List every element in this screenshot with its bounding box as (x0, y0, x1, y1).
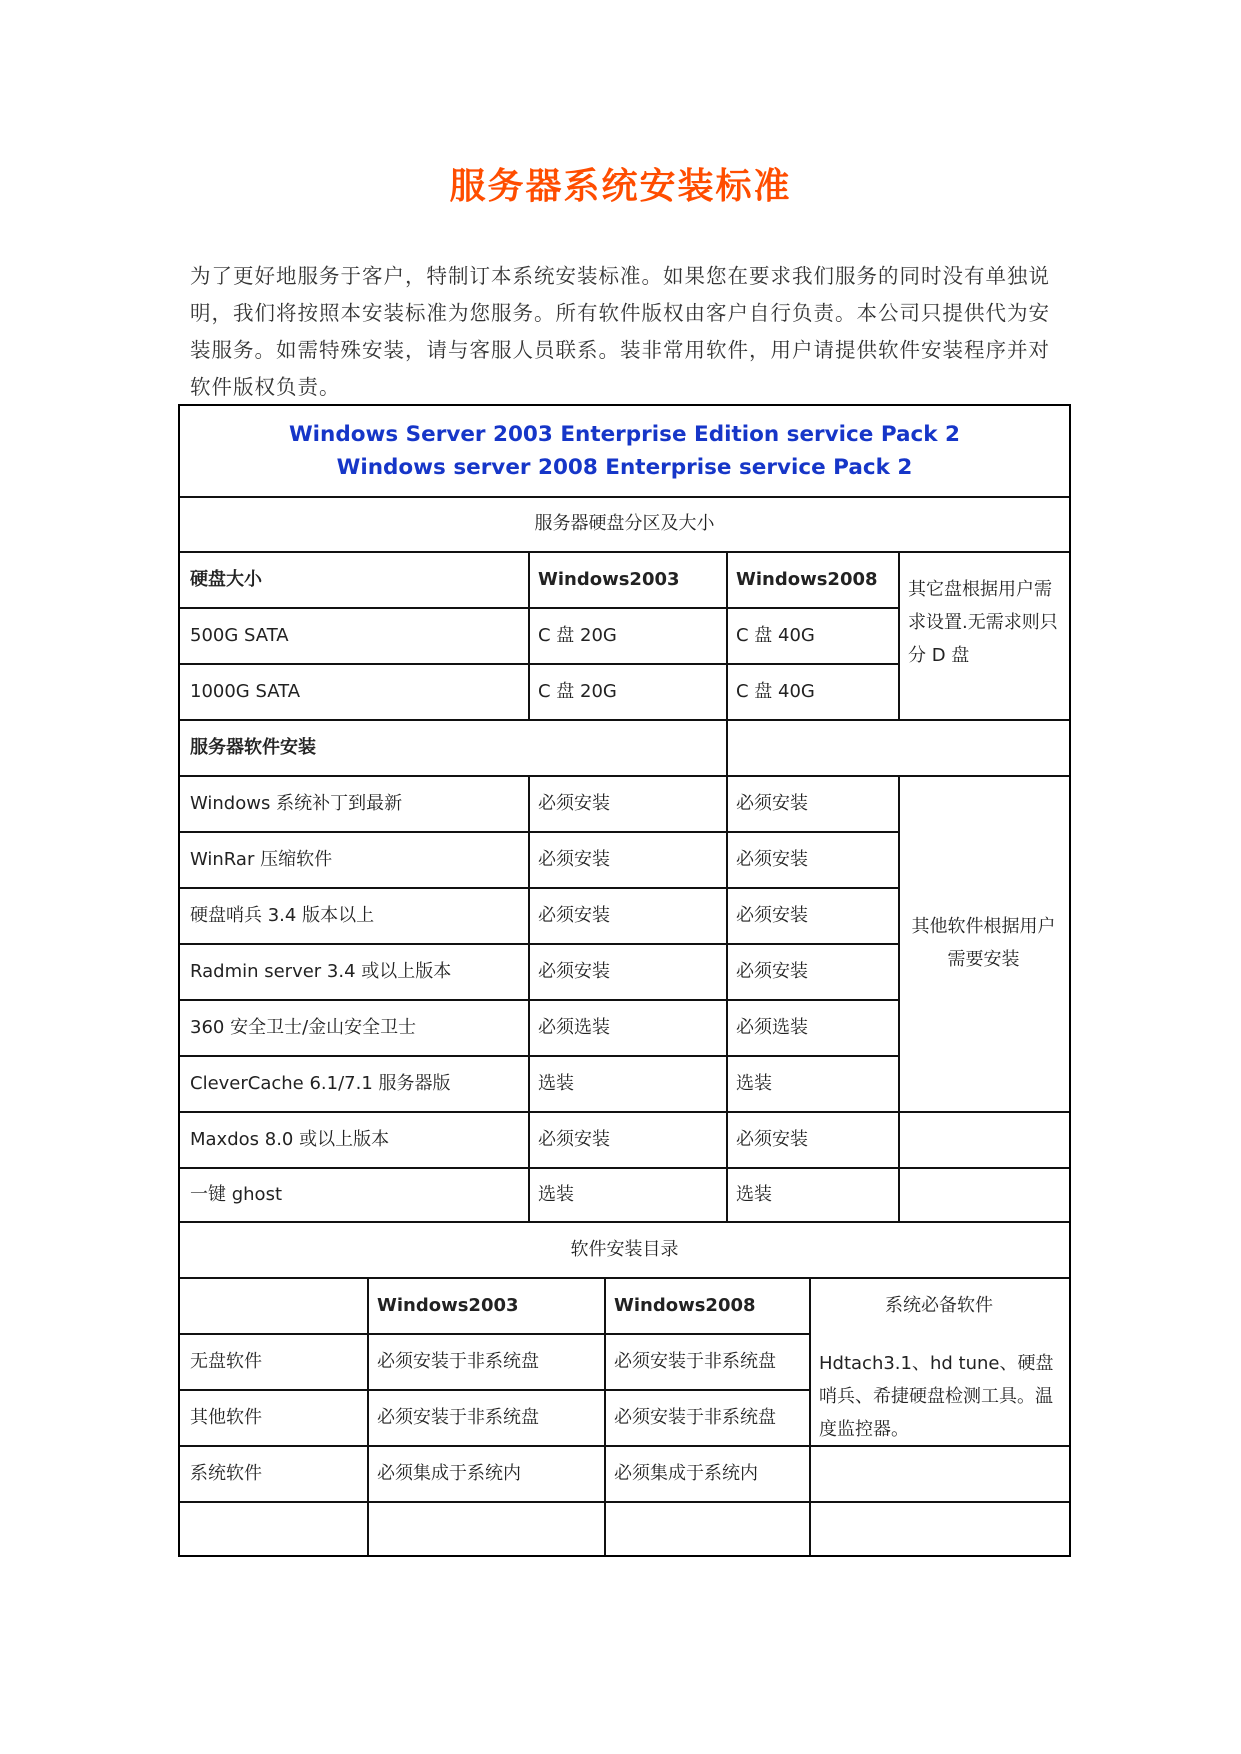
directory-col-w2003: Windows2003 (377, 1294, 519, 1316)
partition-heading: 服务器硬盘分区及大小 (534, 513, 715, 534)
directory-row-name: 系统软件 (190, 1462, 262, 1484)
software-row-w2003: 必须安装 (538, 792, 610, 814)
directory-row-w2008: 必须安装于非系统盘 (614, 1406, 776, 1428)
software-row-w2008: 必须安装 (736, 960, 808, 982)
software-row-name: 360 安全卫士/金山安全卫士 (190, 1016, 417, 1038)
intro-paragraph: 为了更好地服务于客户，特制订本系统安装标准。如果您在要求我们服务的同时没有单独说明，我们将按照本安装标准为您服务。所有软件版权由客户自行负责。本公司只提供代为安装服务。如需特殊安装，请与客服人员联系。装非常用软件，用户请提供软件安装程序并对软件版权负责。 (190, 264, 1050, 399)
software-row-w2003: 选装 (538, 1072, 574, 1094)
table-os-header (180, 406, 1069, 496)
software-row-w2008: 必须安装 (736, 904, 808, 926)
install-standard-table (178, 404, 1071, 1557)
software-row-w2008: 必须安装 (736, 848, 808, 870)
disk-col-size: 硬盘大小 (190, 568, 262, 590)
software-row-w2008: 必须安装 (736, 1128, 808, 1150)
software-row-w2003: 必须安装 (538, 960, 610, 982)
os-header-line-2: Windows server 2008 Enterprise service Pack 2 (336, 455, 913, 480)
directory-row-w2008: 必须安装于非系统盘 (614, 1350, 776, 1372)
software-row-w2008: 选装 (736, 1183, 772, 1205)
disk-row-w2008: C 盘 40G (736, 624, 815, 646)
disk-col-w2008: Windows2008 (736, 568, 878, 590)
directory-row-w2003: 必须安装于非系统盘 (377, 1406, 539, 1428)
software-note: 其他软件根据用户需要安装 (911, 916, 1056, 970)
disk-row-w2003: C 盘 20G (538, 680, 617, 702)
page-title: 服务器系统安装标准 (449, 166, 792, 207)
directory-col-w2008: Windows2008 (614, 1294, 756, 1316)
directory-row-w2008: 必须集成于系统内 (614, 1462, 758, 1484)
directory-heading: 软件安装目录 (570, 1238, 679, 1260)
directory-row-name: 无盘软件 (190, 1350, 262, 1372)
software-row-name: Maxdos 8.0 或以上版本 (190, 1128, 390, 1150)
os-header-line-1: Windows Server 2003 Enterprise Edition service Pack 2 (288, 422, 961, 447)
essential-software-note: Hdtach3.1、hd tune、硬盘哨兵、希捷硬盘检测工具。温度监控器。 (819, 1353, 1054, 1440)
disk-row-size: 500G SATA (190, 624, 289, 646)
software-row-w2003: 必须安装 (538, 904, 610, 926)
disk-col-w2003: Windows2003 (538, 568, 680, 590)
directory-row-w2003: 必须安装于非系统盘 (377, 1350, 539, 1372)
software-row-name: 一键 ghost (190, 1183, 283, 1205)
software-row-name: 硬盘哨兵 3.4 版本以上 (190, 904, 375, 926)
software-row-name: Radmin server 3.4 或以上版本 (190, 960, 452, 982)
software-row-name: WinRar 压缩软件 (190, 848, 333, 870)
software-row-w2008: 选装 (736, 1072, 772, 1094)
software-row-w2008: 必须选装 (736, 1016, 808, 1038)
software-row-w2003: 选装 (538, 1183, 574, 1205)
software-heading: 服务器软件安装 (190, 736, 316, 758)
disk-row-size: 1000G SATA (190, 680, 301, 702)
directory-row-w2003: 必须集成于系统内 (377, 1462, 521, 1484)
disk-partition-note: 其它盘根据用户需求设置.无需求则只分 D 盘 (908, 579, 1058, 666)
software-row-w2003: 必须选装 (538, 1016, 610, 1038)
software-row-name: Windows 系统补丁到最新 (190, 792, 403, 814)
software-row-name: CleverCache 6.1/7.1 服务器版 (190, 1072, 451, 1094)
software-row-w2008: 必须安装 (736, 792, 808, 814)
software-row-w2003: 必须安装 (538, 1128, 610, 1150)
disk-row-w2003: C 盘 20G (538, 624, 617, 646)
disk-row-w2008: C 盘 40G (736, 680, 815, 702)
software-row-w2003: 必须安装 (538, 848, 610, 870)
directory-row-name: 其他软件 (190, 1406, 262, 1428)
directory-col-essentials: 系统必备软件 (885, 1294, 993, 1316)
